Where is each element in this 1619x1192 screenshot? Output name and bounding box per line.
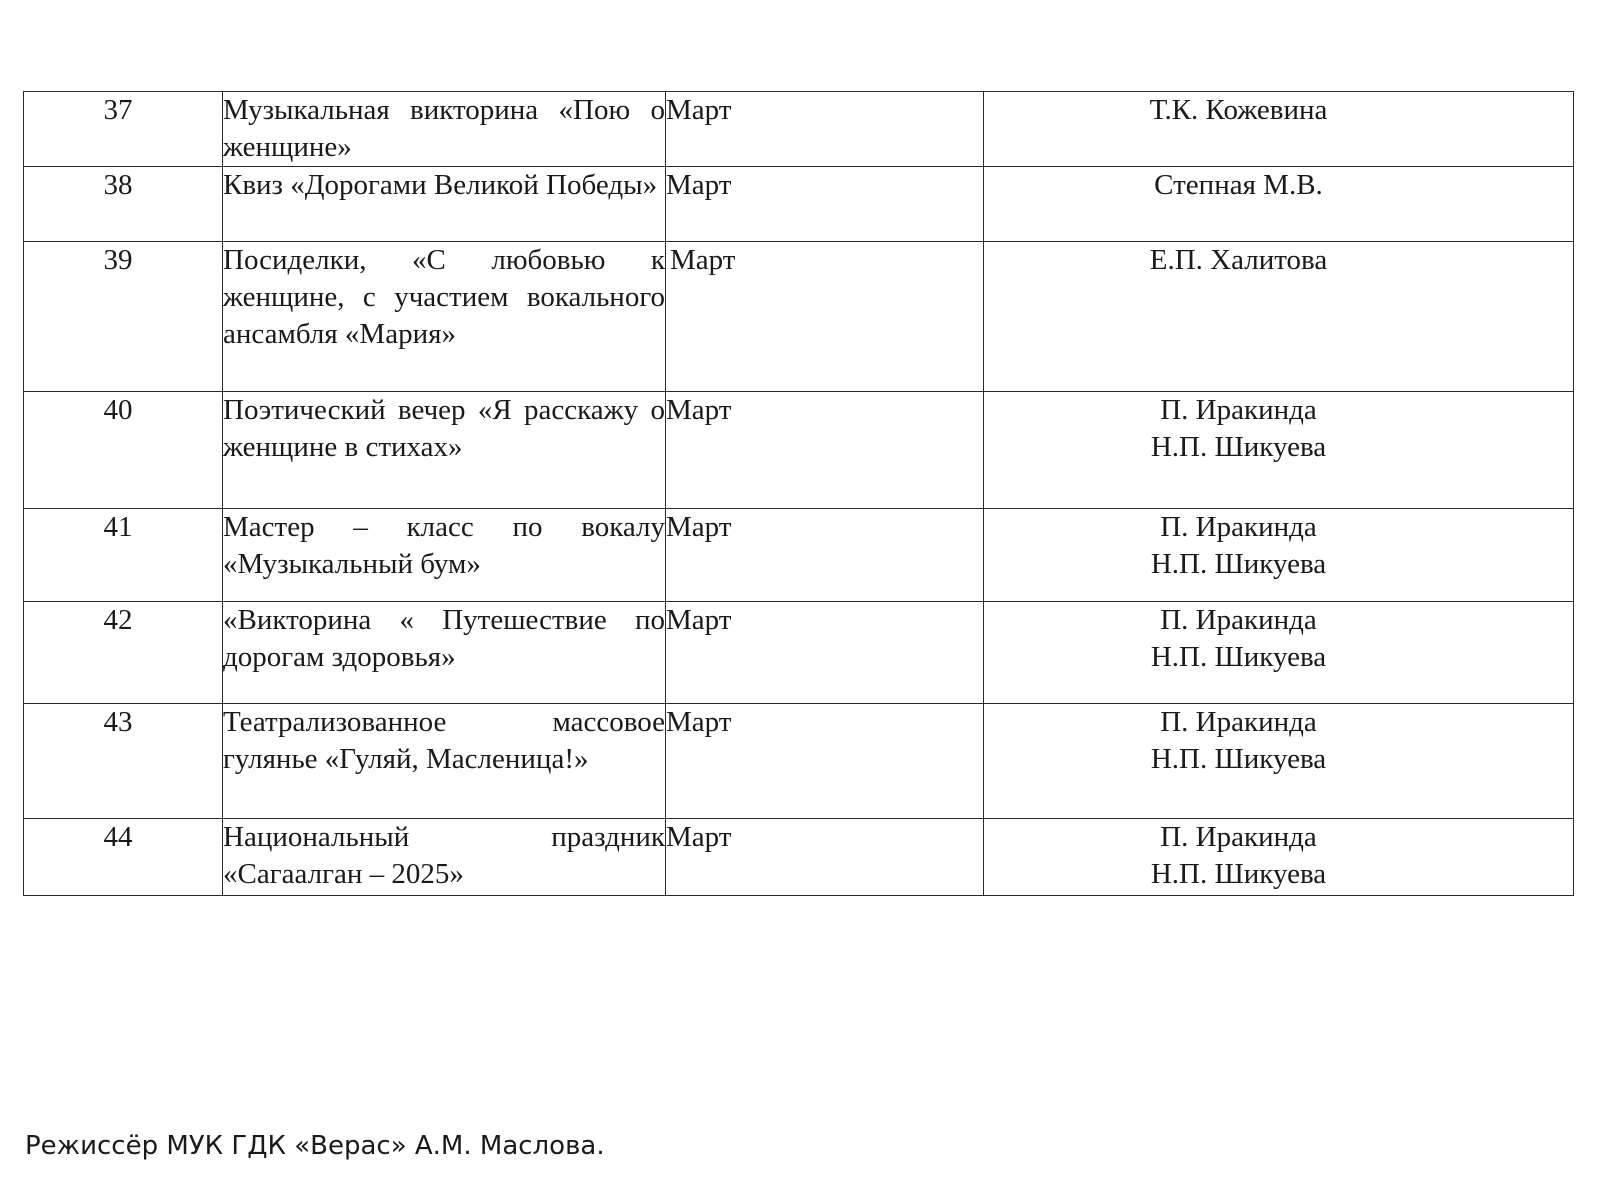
row-number-cell: 38 <box>24 167 223 242</box>
event-date-cell: Март <box>666 392 984 509</box>
row-number-cell: 37 <box>24 92 223 167</box>
responsible-name: П. Иракинда <box>1160 821 1317 853</box>
responsible-name: Н.П. Шикуева <box>1150 858 1327 890</box>
signature-line: Режиссёр МУК ГДК «Верас» А.М. Маслова. <box>25 1131 605 1161</box>
event-date-cell: Март <box>666 92 984 167</box>
responsible-cell <box>984 602 1574 704</box>
responsible-cell <box>984 242 1574 392</box>
event-date-cell: Март <box>666 167 984 242</box>
responsible-name: П. Иракинда <box>1160 394 1317 426</box>
table-row <box>24 819 1574 896</box>
event-date-cell: Март <box>666 242 984 392</box>
event-date-cell: Март <box>666 509 984 602</box>
table-row <box>24 704 1574 819</box>
responsible-name: Н.П. Шикуева <box>1150 743 1327 775</box>
event-date-cell: Март <box>666 602 984 704</box>
event-title-cell: «Викторина « Путешествие по дорогам здоровья» <box>223 602 666 704</box>
events-table-body <box>24 92 1574 896</box>
responsible-name: П. Иракинда <box>1160 604 1317 636</box>
responsible-cell <box>984 392 1574 509</box>
responsible-cell <box>984 509 1574 602</box>
responsible-name: Н.П. Шикуева <box>1150 548 1327 580</box>
table-row <box>24 92 1574 167</box>
row-number-cell: 40 <box>24 392 223 509</box>
event-title-cell: Музыкальная викторина «Пою о женщине» <box>223 92 666 167</box>
responsible-name: Е.П. Халитова <box>1149 244 1328 276</box>
responsible-cell <box>984 167 1574 242</box>
responsible-name: Степная М.В. <box>1154 169 1323 201</box>
event-title-cell: Поэтический вечер «Я расскажу о женщине в стихах» <box>223 392 666 509</box>
event-title-cell: Национальный праздник «Сагаалган – 2025» <box>223 819 666 896</box>
event-title-cell: Мастер – класс по вокалу «Музыкальный бум» <box>223 509 666 602</box>
table-row <box>24 242 1574 392</box>
events-table <box>23 91 1574 896</box>
responsible-name: П. Иракинда <box>1160 511 1317 543</box>
row-number-cell: 41 <box>24 509 223 602</box>
table-row <box>24 392 1574 509</box>
responsible-name: Н.П. Шикуева <box>1150 641 1327 673</box>
row-number-cell: 43 <box>24 704 223 819</box>
responsible-cell <box>984 92 1574 167</box>
table-row <box>24 167 1574 242</box>
row-number-cell: 39 <box>24 242 223 392</box>
table-row <box>24 602 1574 704</box>
table-row <box>24 509 1574 602</box>
event-date-cell: Март <box>666 704 984 819</box>
responsible-cell <box>984 819 1574 896</box>
event-title-cell: Квиз «Дорогами Великой Победы» <box>223 167 666 242</box>
event-title-cell: Посиделки, «С любовью к женщине, с участием вокального ансамбля «Мария» <box>223 242 666 392</box>
event-title-cell: Театрализованное массовое гулянье «Гуляй, Масленица!» <box>223 704 666 819</box>
event-date-cell: Март <box>666 819 984 896</box>
row-number-cell: 42 <box>24 602 223 704</box>
responsible-name: П. Иракинда <box>1160 706 1317 738</box>
row-number-cell: 44 <box>24 819 223 896</box>
responsible-name: Т.К. Кожевина <box>1149 94 1328 126</box>
responsible-cell <box>984 704 1574 819</box>
responsible-name: Н.П. Шикуева <box>1150 431 1327 463</box>
